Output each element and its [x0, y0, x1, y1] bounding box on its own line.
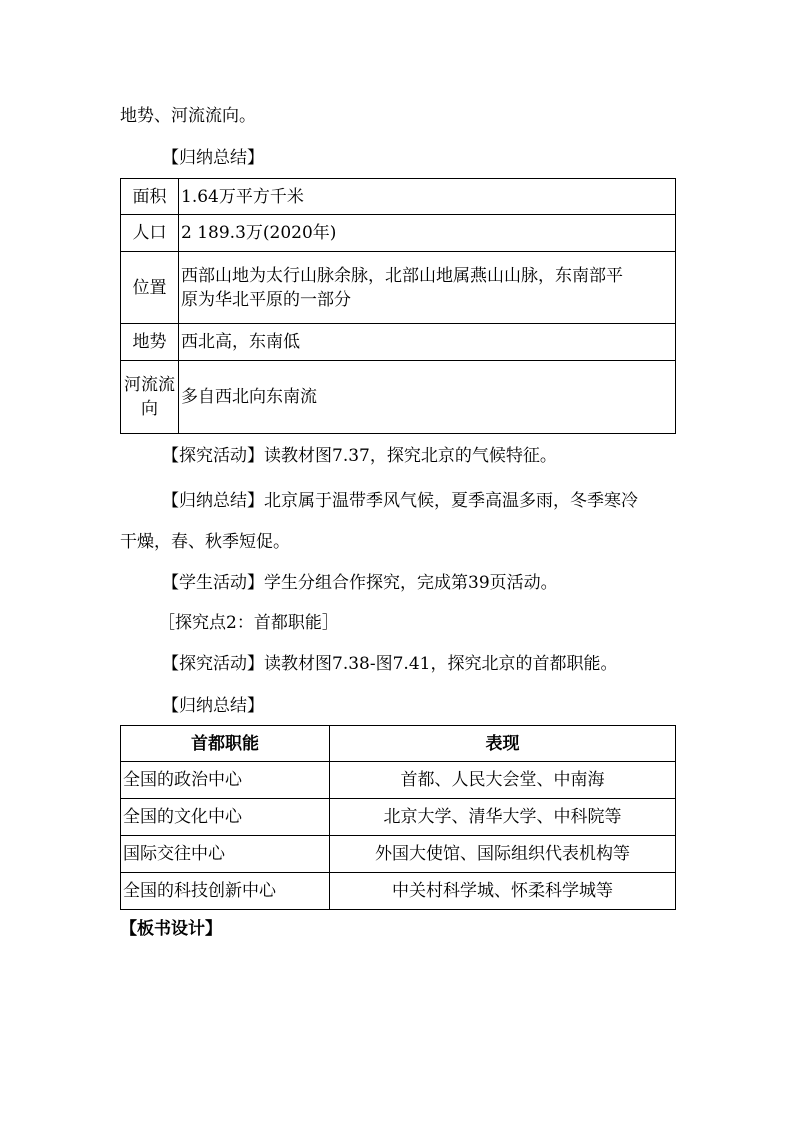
row-label: 面积 — [121, 179, 179, 215]
row-label: 位置 — [121, 252, 179, 324]
column-header: 首都职能 — [121, 726, 330, 762]
manifestation-cell: 首都、人民大会堂、中南海 — [330, 762, 676, 799]
table-row — [121, 836, 676, 873]
heading-board-design: 【板书设计】 — [120, 919, 222, 939]
table-row — [121, 215, 676, 252]
row-label: 人口 — [121, 215, 179, 252]
row-label — [121, 361, 179, 434]
row-label: 地势 — [121, 324, 179, 361]
row-value: 多自西北向东南流 — [179, 361, 676, 434]
function-cell: 全国的文化中心 — [121, 799, 330, 836]
row-value — [179, 252, 676, 324]
heading-summary-2: 【归纳总结】 — [162, 696, 264, 716]
paragraph-student-activity: 【学生活动】学生分组合作探究，完成第39页活动。 — [162, 573, 558, 593]
paragraph-summary-climate-2: 干燥，春、秋季短促。 — [120, 532, 290, 552]
heading-summary-1: 【归纳总结】 — [162, 148, 264, 168]
table-row — [121, 179, 676, 215]
paragraph-activity-capital: 【探究活动】读教材图7.38-图7.41，探究北京的首都职能。 — [162, 654, 618, 674]
manifestation-cell: 中关村科学城、怀柔科学城等 — [330, 873, 676, 910]
row-value-line: 西部山地为太行山脉余脉，北部山地属燕山山脉，东南部平 — [181, 265, 623, 286]
manifestation-cell: 外国大使馆、国际组织代表机构等 — [330, 836, 676, 873]
row-label-line: 河流流 — [124, 375, 175, 395]
row-value: 西北高，东南低 — [179, 324, 676, 361]
function-cell: 国际交往中心 — [121, 836, 330, 873]
paragraph-terrain-river: 地势、河流流向。 — [120, 106, 256, 126]
function-cell: 全国的科技创新中心 — [121, 873, 330, 910]
paragraph-summary-climate-1: 【归纳总结】北京属于温带季风气候，夏季高温多雨，冬季寒冷 — [162, 491, 638, 511]
section-heading-point-2: ［探究点2：首都职能］ — [158, 613, 339, 633]
function-cell: 全国的政治中心 — [121, 762, 330, 799]
table-row — [121, 799, 676, 836]
table-row — [121, 324, 676, 361]
row-label-line: 向 — [141, 399, 158, 419]
row-value: 1.64万平方千米 — [179, 179, 676, 215]
table-row — [121, 762, 676, 799]
manifestation-cell: 北京大学、清华大学、中科院等 — [330, 799, 676, 836]
capital-functions-table — [120, 725, 676, 910]
table-row — [121, 361, 676, 434]
paragraph-activity-climate: 【探究活动】读教材图7.37，探究北京的气候特征。 — [162, 446, 557, 466]
table-header-row — [121, 726, 676, 762]
table-row — [121, 252, 676, 324]
row-value: 2 189.3万(2020年) — [179, 215, 676, 252]
row-value-line: 原为华北平原的一部分 — [181, 289, 351, 310]
table-row — [121, 873, 676, 910]
beijing-overview-table — [120, 178, 676, 434]
column-header: 表现 — [330, 726, 676, 762]
